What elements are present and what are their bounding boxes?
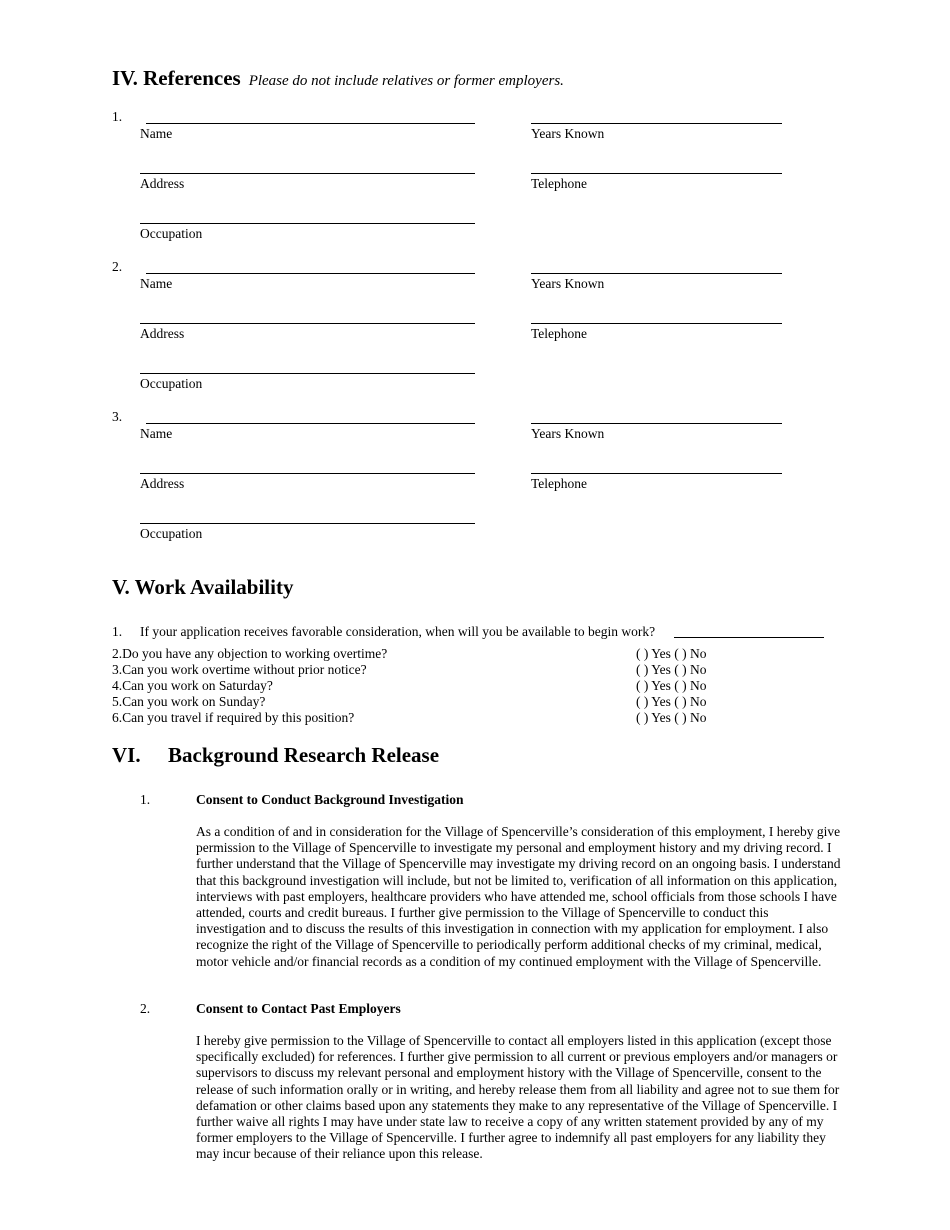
years-known-label: Years Known	[531, 276, 605, 291]
section-body: As a condition of and in consideration for the Village of Spencerville’s consideration of this employment, I hereby give permission to the Village of Spencerville to investigate my personal and employment history and my driving record. I further understand that the Village of Spencerville may investigate my driving record on an ongoing basis. I understand that this background investigation will include, but not be limited to, verification of all information on this application, interviews with past employers, healthcare providers who have attended me, school officials from those schools I have attended, courts and credit bureaus. I further give permission to the Village of Spencerville to conduct this investigation and to discuss the results of this investigation in connection with my application for employment. I also recognize the right of the Village of Spencerville to periodically perform additional checks of my criminal, medical, motor vehicle and/or financial records as a condition of my continued employment with the Village of Spencerville.	[196, 824, 841, 969]
occupation-label: Occupation	[140, 526, 203, 541]
yes-no-options[interactable]: ( ) Yes ( ) No	[636, 694, 707, 709]
name-field-line[interactable]	[146, 273, 475, 274]
telephone-label: Telephone	[531, 326, 588, 341]
references-heading	[112, 66, 564, 91]
occupation-field-line[interactable]	[140, 523, 475, 524]
reference-number: 3.	[112, 409, 123, 424]
address-field-line[interactable]	[140, 323, 475, 324]
name-label: Name	[140, 426, 173, 441]
occupation-label: Occupation	[140, 376, 203, 391]
release-heading: Background Research Release	[168, 743, 440, 767]
telephone-field-line[interactable]	[531, 173, 782, 174]
availability-question: 2.Do you have any objection to working overtime?	[112, 646, 388, 661]
telephone-field-line[interactable]	[531, 323, 782, 324]
references-title: IV. References	[112, 66, 241, 90]
availability-question: 4.Can you work on Saturday?	[112, 678, 273, 693]
address-label: Address	[140, 326, 185, 341]
occupation-field-line[interactable]	[140, 373, 475, 374]
years-known-field-line[interactable]	[531, 273, 782, 274]
section-body: I hereby give permission to the Village of Spencerville to contact all employers listed in this application (except those specifically excluded) for references. I further give permission to all current or previous employers and/or managers or supervisors to discuss my relevant personal and employment history with the Village of Spencerville, consent to the release of such information orally or in writing, and hereby release them from all liability and agree not to sue them for defamation or other claims based upon any statements they make to any representative of the Village of Spencerville. I further waive all rights I may have under state law to receive a copy of any written statement provided by any of my former employers to the Village of Spencerville. I further agree to indemnify all past employers for any liability they may incur because of their reliance upon this release.	[196, 1033, 840, 1162]
availability-question: 5.Can you work on Sunday?	[112, 694, 266, 709]
occupation-label: Occupation	[140, 226, 203, 241]
name-label: Name	[140, 276, 173, 291]
name-field-line[interactable]	[146, 123, 475, 124]
availability-question: 3.Can you work overtime without prior notice?	[112, 662, 367, 677]
availability-heading: V. Work Availability	[112, 575, 294, 599]
start-date-field-line[interactable]	[674, 637, 824, 638]
release-heading-number: VI.	[112, 743, 141, 767]
yes-no-options[interactable]: ( ) Yes ( ) No	[636, 710, 707, 725]
address-field-line[interactable]	[140, 173, 475, 174]
availability-question: 6.Can you travel if required by this position?	[112, 710, 355, 725]
address-label: Address	[140, 176, 185, 191]
yes-no-options[interactable]: ( ) Yes ( ) No	[636, 678, 707, 693]
telephone-label: Telephone	[531, 476, 588, 491]
section-number: 2.	[140, 1001, 151, 1016]
name-label: Name	[140, 126, 173, 141]
years-known-field-line[interactable]	[531, 123, 782, 124]
reference-number: 1.	[112, 109, 123, 124]
telephone-field-line[interactable]	[531, 473, 782, 474]
name-field-line[interactable]	[146, 423, 475, 424]
section-number: 1.	[140, 792, 151, 807]
references-note: Please do not include relatives or former employers.	[248, 73, 564, 89]
yes-no-options[interactable]: ( ) Yes ( ) No	[636, 662, 707, 677]
occupation-field-line[interactable]	[140, 223, 475, 224]
years-known-field-line[interactable]	[531, 423, 782, 424]
address-label: Address	[140, 476, 185, 491]
address-field-line[interactable]	[140, 473, 475, 474]
telephone-label: Telephone	[531, 176, 588, 191]
availability-q1-text: If your application receives favorable consideration, when will you be available to begin work?	[140, 624, 656, 639]
years-known-label: Years Known	[531, 426, 605, 441]
reference-number: 2.	[112, 259, 123, 274]
section-title: Consent to Contact Past Employers	[196, 1001, 401, 1016]
yes-no-options[interactable]: ( ) Yes ( ) No	[636, 646, 707, 661]
availability-q1-number: 1.	[112, 624, 123, 639]
years-known-label: Years Known	[531, 126, 605, 141]
section-title: Consent to Conduct Background Investigation	[196, 792, 464, 807]
